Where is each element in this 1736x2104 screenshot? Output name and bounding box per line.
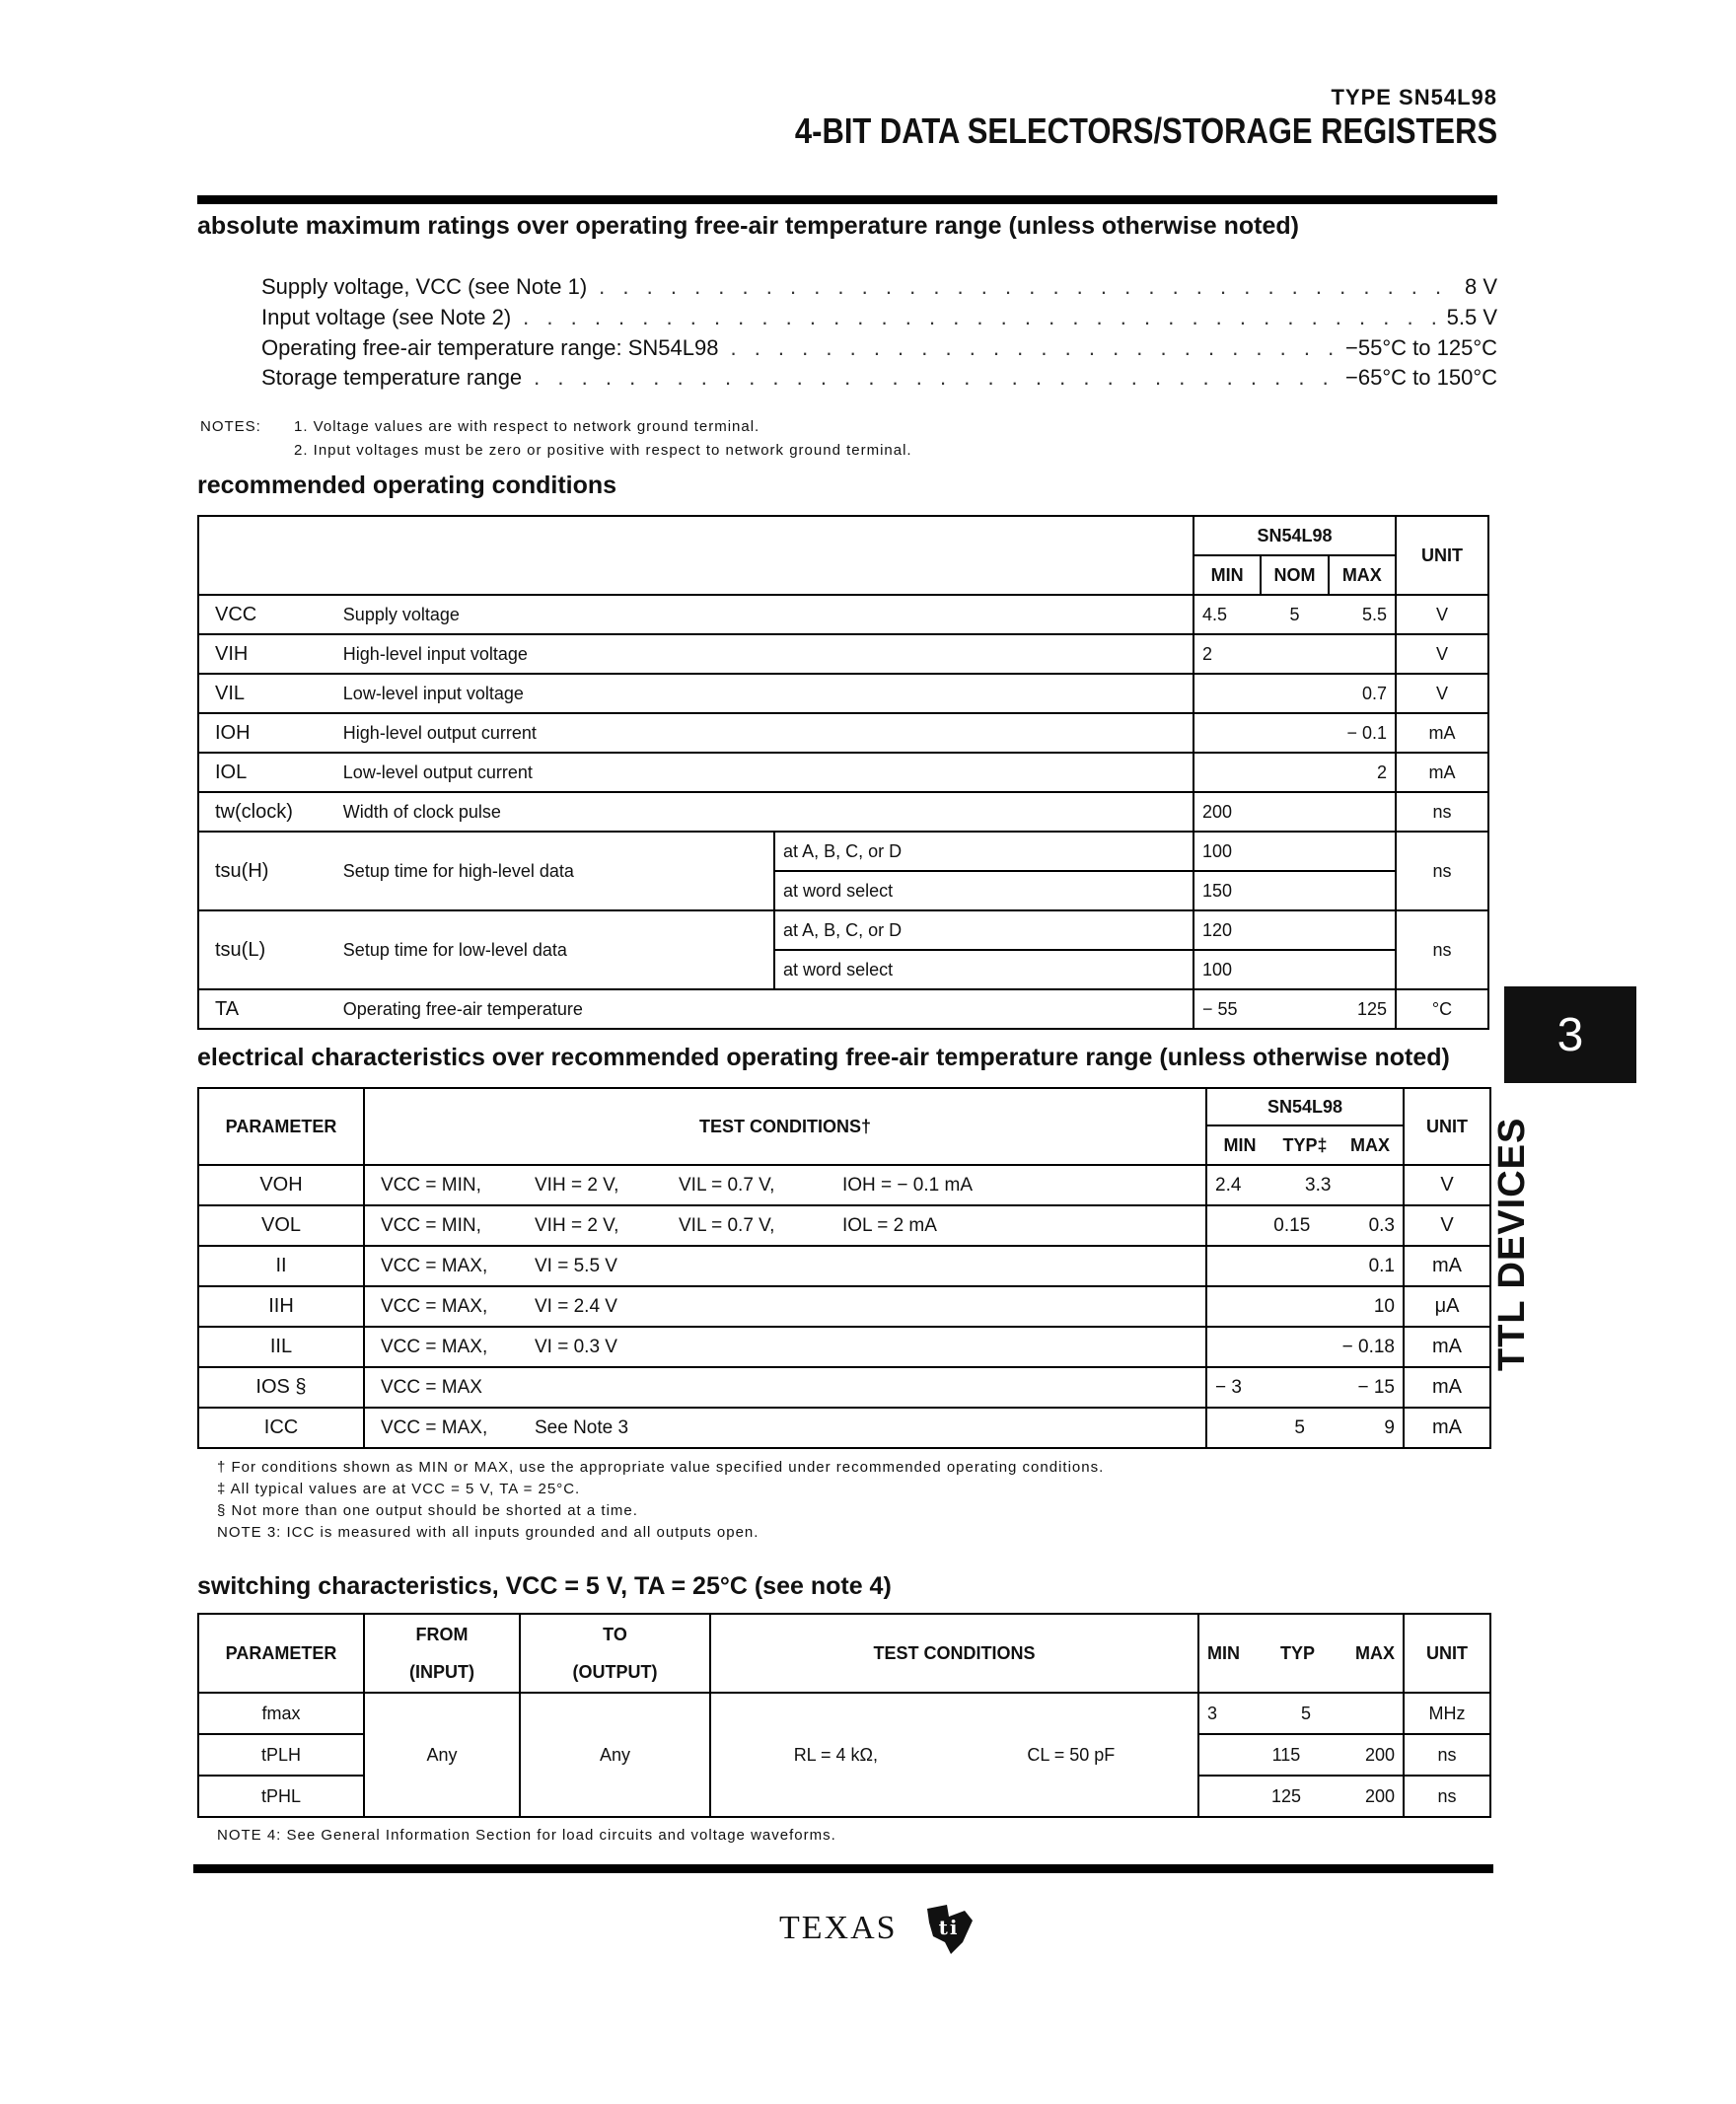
ec-unit: mA <box>1404 1327 1490 1367</box>
sw-param: fmax <box>198 1693 364 1734</box>
ec-min: 2.4 <box>1215 1174 1242 1196</box>
ec-param: ICC <box>198 1408 364 1448</box>
ec-title: electrical characteristics over recommended operating free-air temperature range (unless otherwise noted) <box>197 1044 1450 1071</box>
sw-from-sub: (INPUT) <box>409 1662 474 1682</box>
table-row <box>198 1693 1490 1734</box>
roc-desc: Setup time for low-level data <box>335 910 774 989</box>
table-row <box>198 1327 1490 1367</box>
rating-row <box>261 305 1497 334</box>
roc-unit: mA <box>1396 713 1488 753</box>
ec-unit: mA <box>1404 1408 1490 1448</box>
roc-device-header: SN54L98 <box>1194 516 1396 555</box>
ec-max: − 15 <box>1357 1376 1395 1398</box>
sw-table <box>197 1613 1491 1818</box>
rating-value: −55°C to 125°C <box>1345 335 1497 360</box>
sw-max: 200 <box>1364 1785 1395 1806</box>
ec-param: IOS § <box>198 1367 364 1408</box>
ec-cond: VI = 5.5 V <box>527 1246 1206 1286</box>
ec-min-header: MIN <box>1206 1125 1272 1165</box>
roc-desc: High-level input voltage <box>335 634 1194 674</box>
svg-text:ti: ti <box>938 1916 959 1939</box>
ec-unit: mA <box>1404 1246 1490 1286</box>
ec-cond: VI = 0.3 V <box>527 1327 1206 1367</box>
ec-test-header: TEST CONDITIONS† <box>364 1088 1206 1165</box>
roc-symbol: TA <box>198 989 335 1029</box>
roc-condition: at A, B, C, or D <box>774 832 1194 871</box>
sw-param: tPLH <box>198 1734 364 1776</box>
ec-unit-header: UNIT <box>1404 1088 1490 1165</box>
footer-logo <box>779 1899 978 1958</box>
roc-nom: 5 <box>1289 604 1300 624</box>
top-rule <box>197 195 1497 204</box>
ec-typ: 5 <box>1294 1416 1305 1438</box>
rating-label: Operating free-air temperature range: SN54L98 <box>261 335 719 360</box>
sw-typ: 125 <box>1270 1785 1301 1806</box>
ec-max: 10 <box>1373 1295 1395 1317</box>
footnote: § Not more than one output should be shorted at a time. <box>217 1502 638 1519</box>
roc-min: 150 <box>1194 871 1396 910</box>
roc-desc: Setup time for high-level data <box>335 832 774 910</box>
roc-min: 120 <box>1194 910 1396 950</box>
roc-max: 0.7 <box>1361 683 1387 703</box>
rating-row <box>261 365 1497 395</box>
roc-unit: V <box>1396 634 1488 674</box>
table-row <box>198 792 1488 832</box>
sw-unit: MHz <box>1404 1693 1490 1734</box>
table-row <box>198 989 1488 1029</box>
table-row <box>198 1408 1490 1448</box>
notes-label: NOTES: <box>200 418 261 435</box>
roc-title: recommended operating conditions <box>197 472 617 499</box>
table-row <box>198 1246 1490 1286</box>
roc-condition: at A, B, C, or D <box>774 910 1194 950</box>
ec-cond: VCC = MIN, <box>364 1205 527 1246</box>
table-row <box>198 1367 1490 1408</box>
ec-typ: 0.15 <box>1273 1214 1311 1236</box>
table-row <box>198 1205 1490 1246</box>
roc-symbol: tsu(H) <box>198 832 335 910</box>
note-2: 2. Input voltages must be zero or positive with respect to network ground terminal. <box>294 442 912 459</box>
roc-max: 125 <box>1356 998 1387 1019</box>
roc-symbol: tsu(L) <box>198 910 335 989</box>
footnote: † For conditions shown as MIN or MAX, use the appropriate value specified under recommended operating conditions. <box>217 1459 1105 1476</box>
rating-row <box>261 335 1497 365</box>
rating-label: Supply voltage, VCC (see Note 1) <box>261 274 588 299</box>
ec-cond: VCC = MAX, <box>364 1246 527 1286</box>
ec-cond: VCC = MIN, <box>364 1165 527 1205</box>
ec-max: 0.1 <box>1368 1255 1395 1276</box>
note-1: 1. Voltage values are with respect to network ground terminal. <box>294 418 760 435</box>
roc-desc: Low-level output current <box>335 753 1194 792</box>
sw-cond-cl: CL = 50 pF <box>1027 1744 1116 1765</box>
ec-cond: VIH = 2 V, <box>527 1165 671 1205</box>
roc-desc: Operating free-air temperature <box>335 989 1194 1029</box>
roc-min: − 55 <box>1202 998 1238 1019</box>
ec-max: − 0.18 <box>1341 1336 1395 1357</box>
roc-unit: °C <box>1396 989 1488 1029</box>
ec-cond: IOL = 2 mA <box>834 1205 1206 1246</box>
roc-desc: Width of clock pulse <box>335 792 1194 832</box>
page-title: 4-BIT DATA SELECTORS/STORAGE REGISTERS <box>794 110 1497 151</box>
roc-desc: High-level output current <box>335 713 1194 753</box>
ec-param: II <box>198 1246 364 1286</box>
roc-symbol: IOL <box>198 753 335 792</box>
roc-symbol: VIH <box>198 634 335 674</box>
ec-device-header: SN54L98 <box>1206 1088 1404 1125</box>
ec-unit: V <box>1404 1165 1490 1205</box>
roc-unit: ns <box>1396 832 1488 910</box>
rating-value: −65°C to 150°C <box>1345 365 1497 390</box>
roc-min: 100 <box>1194 950 1396 989</box>
roc-condition: at word select <box>774 950 1194 989</box>
sw-from: Any <box>364 1693 520 1817</box>
ec-unit: μA <box>1404 1286 1490 1327</box>
abs-max-title: absolute maximum ratings over operating free-air temperature range (unless otherwise noted) <box>197 212 1299 240</box>
ec-cond: VCC = MAX, <box>364 1408 527 1448</box>
ec-min: − 3 <box>1215 1376 1242 1398</box>
rating-row <box>261 274 1497 304</box>
sw-param-header: PARAMETER <box>198 1614 364 1693</box>
roc-unit: mA <box>1396 753 1488 792</box>
ec-param: IIL <box>198 1327 364 1367</box>
sw-max: 200 <box>1364 1744 1395 1765</box>
roc-unit: V <box>1396 674 1488 713</box>
sw-from-header: FROM <box>415 1625 469 1644</box>
roc-symbol: IOH <box>198 713 335 753</box>
ec-cond: VCC = MAX <box>364 1367 1206 1408</box>
ti-logo-icon <box>919 1899 978 1958</box>
sw-unit: ns <box>1404 1776 1490 1817</box>
device-type: TYPE SN54L98 <box>1331 85 1497 109</box>
ec-cond: VIL = 0.7 V, <box>671 1205 834 1246</box>
table-row <box>198 1286 1490 1327</box>
ec-cond: IOH = − 0.1 mA <box>834 1165 1206 1205</box>
roc-desc: Low-level input voltage <box>335 674 1194 713</box>
roc-min: 4.5 <box>1202 604 1228 624</box>
sw-param: tPHL <box>198 1776 364 1817</box>
roc-max: 2 <box>1376 762 1387 782</box>
ec-param: VOL <box>198 1205 364 1246</box>
sw-to-header: TO <box>603 1625 627 1644</box>
ec-unit: mA <box>1404 1367 1490 1408</box>
roc-max: − 0.1 <box>1346 722 1387 743</box>
ec-max: 9 <box>1384 1416 1395 1438</box>
ec-table <box>197 1087 1491 1449</box>
table-row <box>198 713 1488 753</box>
table-row <box>198 832 1488 871</box>
sw-unit: ns <box>1404 1734 1490 1776</box>
table-row <box>198 1165 1490 1205</box>
footnote: ‡ All typical values are at VCC = 5 V, TA = 25°C. <box>217 1481 581 1497</box>
roc-nom-header: NOM <box>1261 555 1328 595</box>
sw-test-header: TEST CONDITIONS <box>710 1614 1198 1693</box>
roc-max-header: MAX <box>1329 555 1396 595</box>
roc-unit-header: UNIT <box>1396 516 1488 595</box>
footnote: NOTE 3: ICC is measured with all inputs grounded and all outputs open. <box>217 1524 760 1541</box>
roc-desc: Supply voltage <box>335 595 1194 634</box>
sw-min: 3 <box>1207 1703 1218 1723</box>
ec-typ-header: TYP‡ <box>1272 1125 1338 1165</box>
roc-symbol: VCC <box>198 595 335 634</box>
sw-typ: 5 <box>1301 1703 1312 1723</box>
rating-value: 5.5 V <box>1446 305 1497 329</box>
ec-typ: 3.3 <box>1305 1174 1332 1196</box>
roc-min: 2 <box>1202 643 1213 664</box>
ec-cond: VIL = 0.7 V, <box>671 1165 834 1205</box>
roc-unit: ns <box>1396 910 1488 989</box>
sw-to-sub: (OUTPUT) <box>572 1662 658 1682</box>
footer-brand: TEXAS <box>779 1910 898 1946</box>
ec-cond: VIH = 2 V, <box>527 1205 671 1246</box>
roc-table <box>197 515 1489 1030</box>
sw-title: switching characteristics, VCC = 5 V, TA = 25°C (see note 4) <box>197 1572 892 1600</box>
table-row <box>198 634 1488 674</box>
sw-typ: 115 <box>1271 1744 1301 1765</box>
sw-to: Any <box>520 1693 710 1817</box>
ec-unit: V <box>1404 1205 1490 1246</box>
roc-max: 5.5 <box>1361 604 1387 624</box>
section-tab: 3 <box>1504 986 1636 1083</box>
table-row <box>198 910 1488 950</box>
ec-cond: VCC = MAX, <box>364 1327 527 1367</box>
table-row <box>198 753 1488 792</box>
table-row <box>198 674 1488 713</box>
sw-unit-header: UNIT <box>1404 1614 1490 1693</box>
rating-label: Storage temperature range <box>261 365 523 390</box>
ec-max-header: MAX <box>1338 1125 1404 1165</box>
roc-symbol: VIL <box>198 674 335 713</box>
ec-max: 0.3 <box>1368 1214 1395 1236</box>
section-label: TTL DEVICES <box>1491 1117 1533 1371</box>
roc-unit: V <box>1396 595 1488 634</box>
roc-min: 100 <box>1194 832 1396 871</box>
bottom-rule <box>193 1864 1493 1873</box>
rating-value: 8 V <box>1464 274 1497 299</box>
roc-symbol: tw(clock) <box>198 792 335 832</box>
ec-cond: See Note 3 <box>527 1408 1206 1448</box>
rating-label: Input voltage (see Note 2) <box>261 305 512 329</box>
ec-param: VOH <box>198 1165 364 1205</box>
ec-param: IIH <box>198 1286 364 1327</box>
sw-typ-header: TYP <box>1279 1642 1315 1663</box>
sw-min-header: MIN <box>1207 1642 1240 1663</box>
sw-cond-rl: RL = 4 kΩ, <box>793 1744 879 1765</box>
roc-unit: ns <box>1396 792 1488 832</box>
table-row <box>198 595 1488 634</box>
ec-cond: VCC = MAX, <box>364 1286 527 1327</box>
roc-min: 200 <box>1202 801 1233 822</box>
roc-min-header: MIN <box>1194 555 1261 595</box>
switching-note: NOTE 4: See General Information Section for load circuits and voltage waveforms. <box>217 1827 836 1844</box>
sw-max-header: MAX <box>1354 1642 1395 1663</box>
ec-param-header: PARAMETER <box>198 1088 364 1165</box>
ec-cond: VI = 2.4 V <box>527 1286 1206 1327</box>
roc-condition: at word select <box>774 871 1194 910</box>
